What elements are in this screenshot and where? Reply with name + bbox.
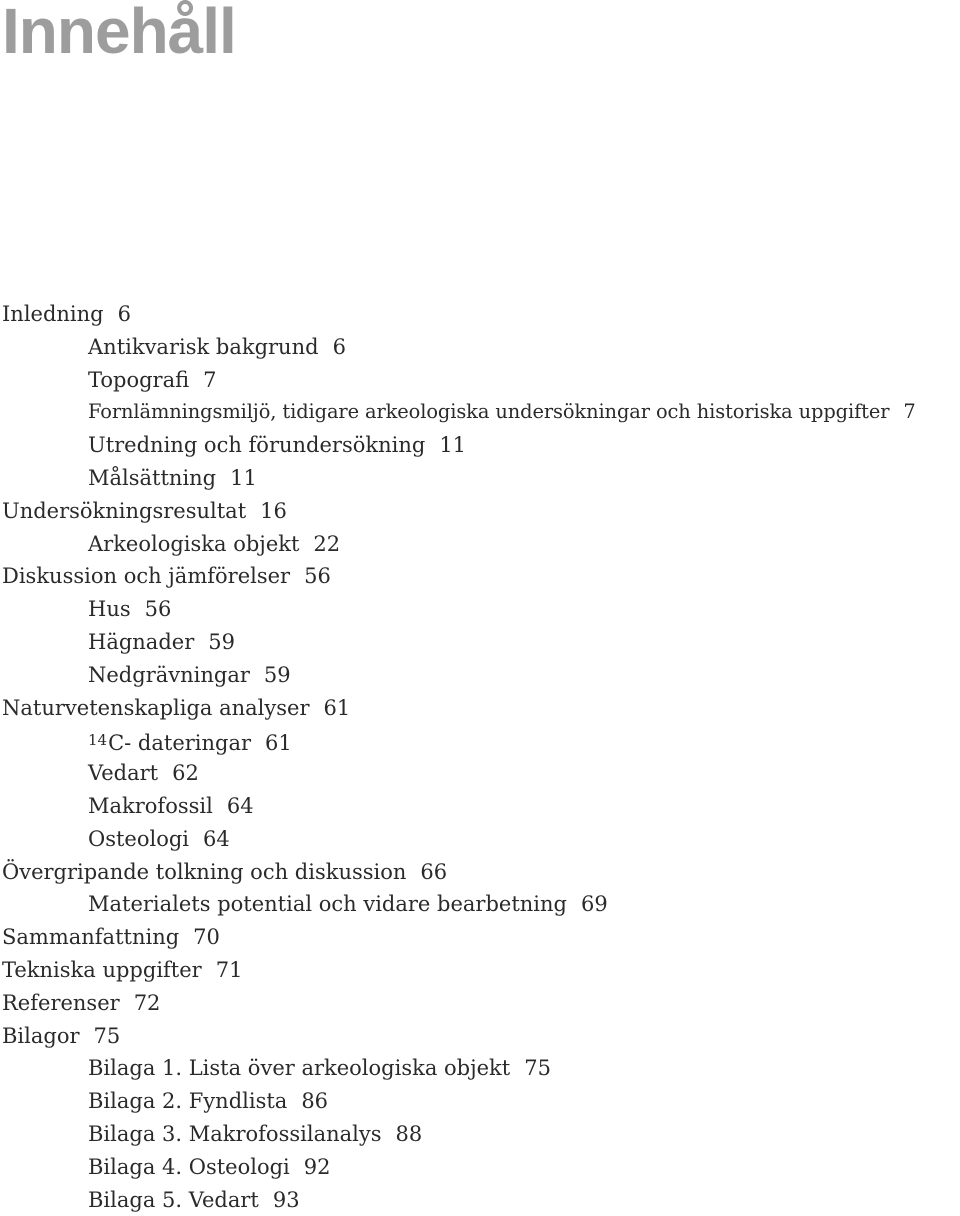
- toc-entry-label: Målsättning: [88, 465, 217, 490]
- toc-entry-page: 7: [203, 367, 217, 392]
- toc-entry-page: 62: [172, 761, 199, 786]
- table-of-contents: [0, 298, 960, 1216]
- toc-entry: [0, 528, 960, 561]
- toc-entry: [0, 593, 960, 626]
- toc-entry: [0, 429, 960, 462]
- toc-entry-page: 70: [193, 925, 220, 950]
- toc-entry: [0, 659, 960, 692]
- toc-entry: [0, 626, 960, 659]
- toc-entry: [0, 1184, 960, 1216]
- toc-entry: [0, 888, 960, 921]
- toc-entry-page: 64: [203, 826, 230, 851]
- toc-entry-label: Makrofossil: [88, 793, 213, 818]
- toc-entry: [0, 364, 960, 397]
- toc-entry-page: 56: [144, 597, 172, 622]
- toc-entry: [0, 1151, 960, 1184]
- toc-entry-page: 6: [117, 302, 131, 326]
- toc-entry: [0, 921, 960, 954]
- toc-entry: [0, 692, 960, 725]
- toc-entry-page: 69: [580, 892, 608, 917]
- toc-entry-label: Vedart: [88, 761, 159, 786]
- toc-entry: [0, 724, 960, 757]
- toc-entry-page: 22: [313, 531, 341, 556]
- toc-entry-label: Nedgrävningar: [88, 662, 250, 687]
- toc-entry-label: Referenser: [2, 990, 120, 1015]
- toc-entry-page: 93: [272, 1187, 300, 1212]
- toc-entry-page: 92: [303, 1154, 331, 1179]
- toc-entry-page: 11: [230, 465, 257, 490]
- toc-entry-label: Naturvetenskapliga analyser: [2, 695, 310, 720]
- toc-entry-page: 72: [133, 990, 161, 1015]
- toc-entry-label: Materialets potential och vidare bearbetning: [88, 892, 567, 917]
- toc-entry-page: 71: [215, 957, 243, 982]
- toc-entry: [0, 462, 960, 495]
- toc-entry-page: 75: [93, 1023, 121, 1048]
- toc-entry: [0, 954, 960, 987]
- toc-entry: [0, 298, 960, 331]
- toc-entry-page: 59: [263, 662, 291, 687]
- toc-entry-page: 6: [332, 334, 346, 359]
- toc-entry-label: Hus: [88, 597, 131, 622]
- toc-entry-page: 64: [226, 793, 254, 818]
- toc-entry-label: Antikvarisk bakgrund: [88, 334, 319, 359]
- toc-entry-label: Bilaga 4. Osteologi: [88, 1154, 290, 1179]
- toc-entry-page: 88: [395, 1121, 423, 1146]
- toc-entry-label: C- dateringar: [108, 731, 252, 756]
- toc-entry-label: Arkeologiska objekt: [88, 531, 300, 556]
- toc-entry-label: Bilaga 2. Fyndlista: [88, 1089, 288, 1114]
- toc-entry-page: 66: [420, 859, 448, 884]
- toc-entry: [0, 1085, 960, 1118]
- toc-entry: [0, 1052, 960, 1085]
- toc-entry-label: Övergripande tolkning och diskussion: [2, 859, 407, 884]
- toc-entry: [0, 331, 960, 364]
- toc-entry-label: Osteologi: [88, 826, 190, 851]
- toc-entry-page: 75: [524, 1056, 551, 1081]
- toc-entry-label: Topografi: [88, 367, 190, 392]
- toc-entry: [0, 560, 960, 593]
- toc-entry: [0, 856, 960, 889]
- toc-entry-label: Undersökningsresultat: [2, 498, 247, 523]
- toc-entry: [0, 987, 960, 1020]
- toc-entry-label: Tekniska uppgifter: [2, 957, 202, 982]
- toc-entry-label: Sammanfattning: [2, 925, 180, 950]
- toc-entry: [0, 495, 960, 528]
- toc-entry-page: 86: [301, 1089, 329, 1114]
- toc-entry-label: Bilaga 3. Makrofossilanalys: [88, 1121, 382, 1146]
- toc-entry-label: Fornlämningsmiljö, tidigare arkeologiska undersökningar och historiska uppgifter: [88, 400, 890, 424]
- page-title: Innehåll: [2, 0, 236, 67]
- toc-entry: [0, 396, 960, 429]
- toc-entry-page: 7: [903, 400, 916, 424]
- toc-entry-page: 61: [323, 695, 351, 720]
- toc-entry-page: 16: [260, 498, 287, 523]
- toc-entry-page: 61: [265, 731, 292, 756]
- superscript-14: 14: [88, 731, 108, 750]
- toc-entry-label: Bilagor: [2, 1023, 80, 1048]
- toc-entry-page: 11: [439, 433, 467, 458]
- toc-entry-page: 56: [304, 564, 331, 589]
- toc-entry: [0, 823, 960, 856]
- toc-entry-label: Hägnader: [88, 629, 195, 654]
- toc-entry-label: Bilaga 5. Vedart: [88, 1187, 259, 1212]
- toc-entry-page: 59: [208, 629, 235, 654]
- toc-entry: [0, 1020, 960, 1053]
- toc-entry-label: Inledning: [2, 302, 104, 326]
- toc-entry-label: Diskussion och jämförelser: [2, 564, 291, 589]
- toc-entry-label: Bilaga 1. Lista över arkeologiska objekt: [88, 1056, 511, 1081]
- toc-entry-label: Utredning och förundersökning: [88, 433, 426, 458]
- toc-entry: [0, 757, 960, 790]
- toc-entry: [0, 1118, 960, 1151]
- toc-entry: [0, 790, 960, 823]
